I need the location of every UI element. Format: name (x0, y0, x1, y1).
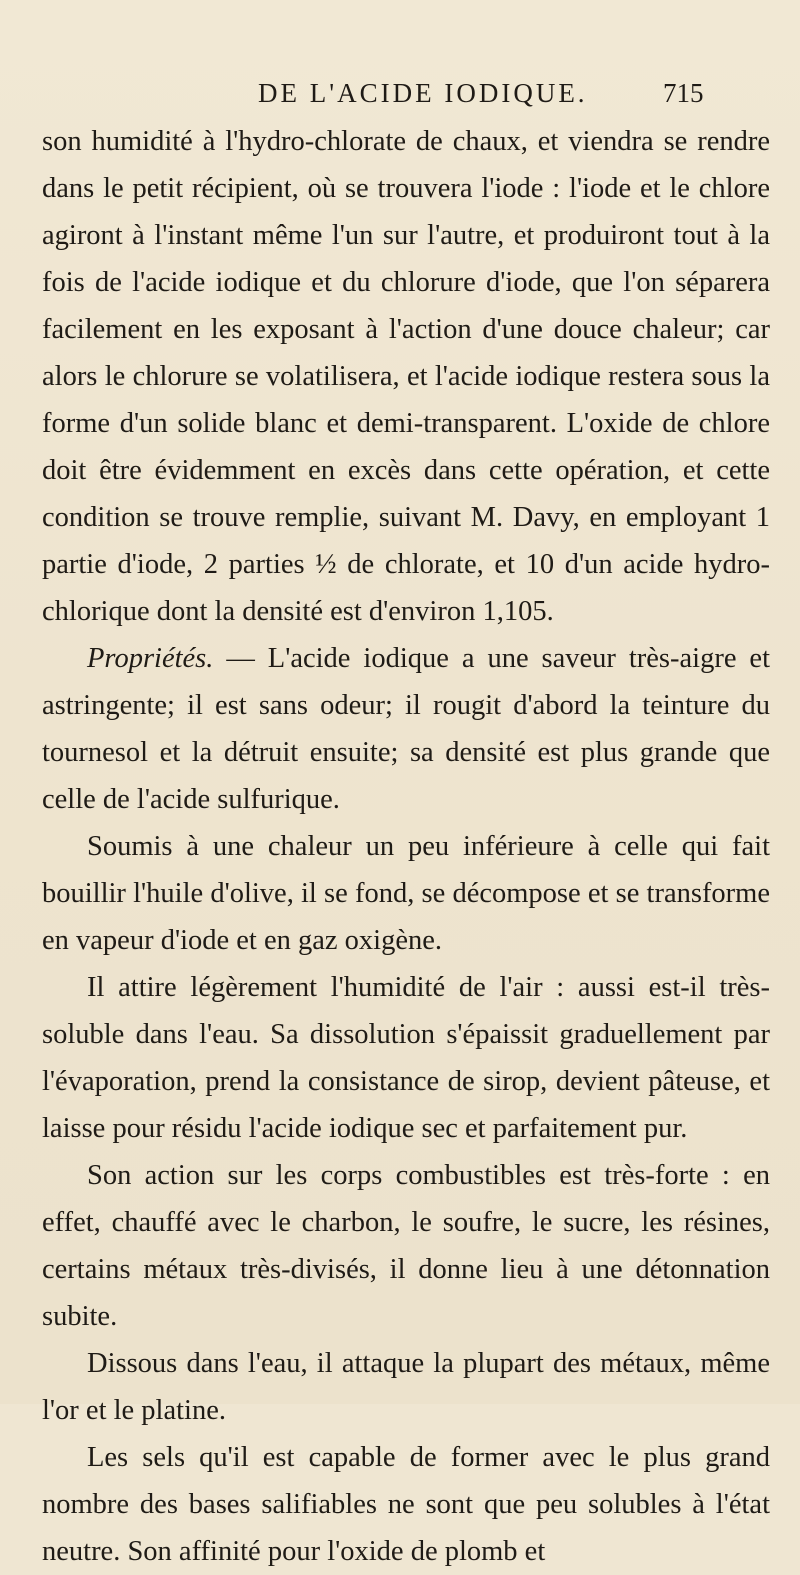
paragraph: Il attire légèrement l'humidité de l'air : aussi est-il très-soluble dans l'eau. Sa dissolution s'épaissit graduellement par l'évaporation, prend la consistance de sirop, devient pâteuse, et laisse pour résidu l'acide iodique sec et parfaitement pur. (42, 972, 770, 1144)
paragraph-properties (42, 635, 770, 823)
paragraph-text: — L'acide iodique a une saveur très-aigre et astringente; il est sans odeur; il rougit d'abord la teinture du tournesol et la détruit ensuite; sa densité est plus grande que celle de l'acide sulfurique. (42, 643, 770, 815)
page-header (0, 78, 800, 118)
section-lead: Propriétés. (87, 643, 214, 674)
page-number: 715 (663, 78, 704, 108)
paragraph: Dissous dans l'eau, il attaque la plupart des métaux, même l'or et le platine. (42, 1348, 770, 1426)
paragraph: Soumis à une chaleur un peu inférieure à celle qui fait bouillir l'huile d'olive, il se fond, se décompose et se transforme en vapeur d'iode et en gaz oxigène. (42, 831, 770, 956)
paragraph: Son action sur les corps combustibles est très-forte : en effet, chauffé avec le charbon, le soufre, le sucre, les résines, certains métaux très-divisés, il donne lieu à une détonnation subite. (42, 1160, 770, 1332)
paragraph: son humidité à l'hydro-chlorate de chaux, et viendra se rendre dans le petit récipient, où se trouvera l'iode : l'iode et le chlore agiront à l'instant même l'un sur l'autre, et produiront tout à la fois de l'acide iodique et du chlorure d'iode, que l'on séparera facilement en les exposant à l'action d'une douce chaleur; car alors le chlorure se volatilisera, et l'acide iodique restera sous la forme d'un solide blanc et demi-transparent. L'oxide de chlore doit être évidemment en excès dans cette opération, et cette condition se trouve remplie, suivant M. Davy, en employant 1 partie d'iode, 2 parties ½ de chlorate, et 10 d'un acide hydro-chlorique dont la densité est d'environ 1,105. (42, 126, 770, 627)
running-head: DE L'ACIDE IODIQUE. (258, 78, 588, 108)
body-text (42, 118, 770, 1575)
paragraph: Les sels qu'il est capable de former avec le plus grand nombre des bases salifiables ne sont que peu solubles à l'état neutre. Son affinité pour l'oxide de plomb et (42, 1442, 770, 1567)
